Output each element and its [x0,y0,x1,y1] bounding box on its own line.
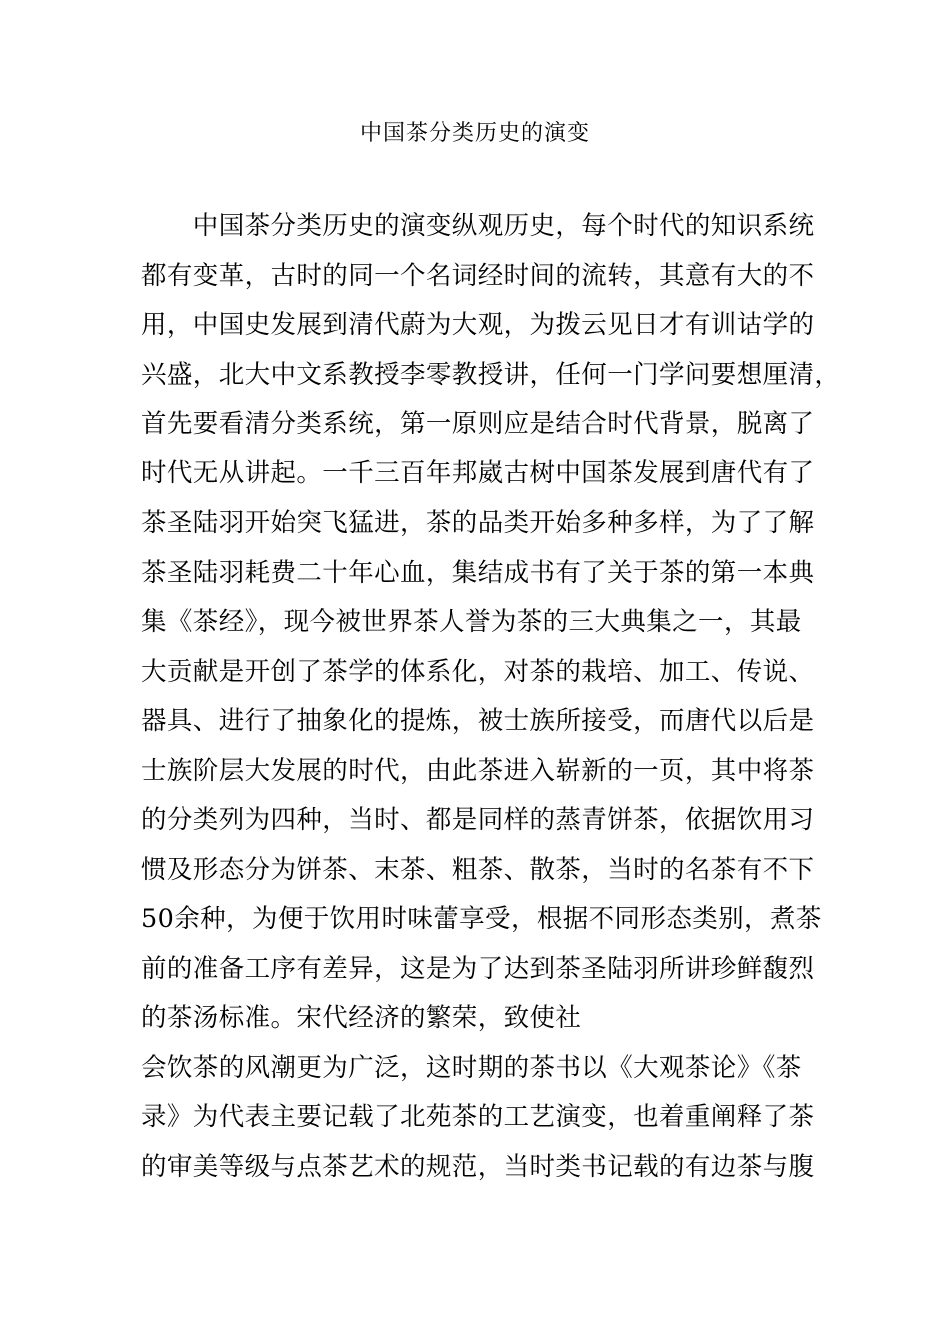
body-line: 首先要看清分类系统，第一原则应是结合时代背景，脱离了 [141,409,815,439]
body-line: 大贡献是开创了茶学的体系化，对茶的栽培、加工、传说、 [141,657,815,687]
body-line: 用，中国史发展到清代蔚为大观，为拨云见日才有训诂学的 [141,310,815,340]
body-line: 士族阶层大发展的时代，由此茶进入崭新的一页，其中将茶 [141,756,815,786]
body-line: 兴盛，北大中文系教授李零教授讲，任何一门学问要想厘清， [141,360,841,390]
body-line: 的审美等级与点茶艺术的规范，当时类书记载的有边茶与腹 [141,1152,815,1182]
body-line: 惯及形态分为饼茶、末茶、粗茶、散茶，当时的名茶有不下 [141,855,815,885]
body-line: 都有变革，古时的同一个名词经时间的流转，其意有大的不 [141,261,815,291]
body-line: 时代无从讲起。一千三百年邦崴古树中国茶发展到唐代有了 [141,458,815,488]
body-line: 50余种，为便于饮用时味蕾享受，根据不同形态类别，煮茶 [141,904,822,934]
body-line: 茶圣陆羽开始突飞猛进，茶的品类开始多种多样，为了了解 [141,508,815,538]
body-line: 器具、进行了抽象化的提炼，被士族所接受，而唐代以后是 [141,706,815,736]
document-title: 中国茶分类历史的演变 [359,121,590,146]
body-line: 的分类列为四种，当时、都是同样的蒸青饼茶，依据饮用习 [141,805,815,835]
body-line: 的茶汤标准。宋代经济的繁荣，致使社 [141,1003,582,1033]
body-line: 茶圣陆羽耗费二十年心血，集结成书有了关于茶的第一本典 [141,558,815,588]
body-line: 会饮茶的风潮更为广泛，这时期的茶书以《大观茶论》《茶 [141,1053,802,1083]
body-line: 前的准备工序有差异，这是为了达到茶圣陆羽所讲珍鲜馥烈 [141,954,815,984]
body-line: 集《茶经》，现今被世界茶人誉为茶的三大典集之一，其最 [141,607,802,637]
body-line: 中国茶分类历史的演变纵观历史，每个时代的知识系统 [141,211,815,241]
body-line: 录》为代表主要记载了北苑茶的工艺演变，也着重阐释了茶 [141,1102,815,1132]
